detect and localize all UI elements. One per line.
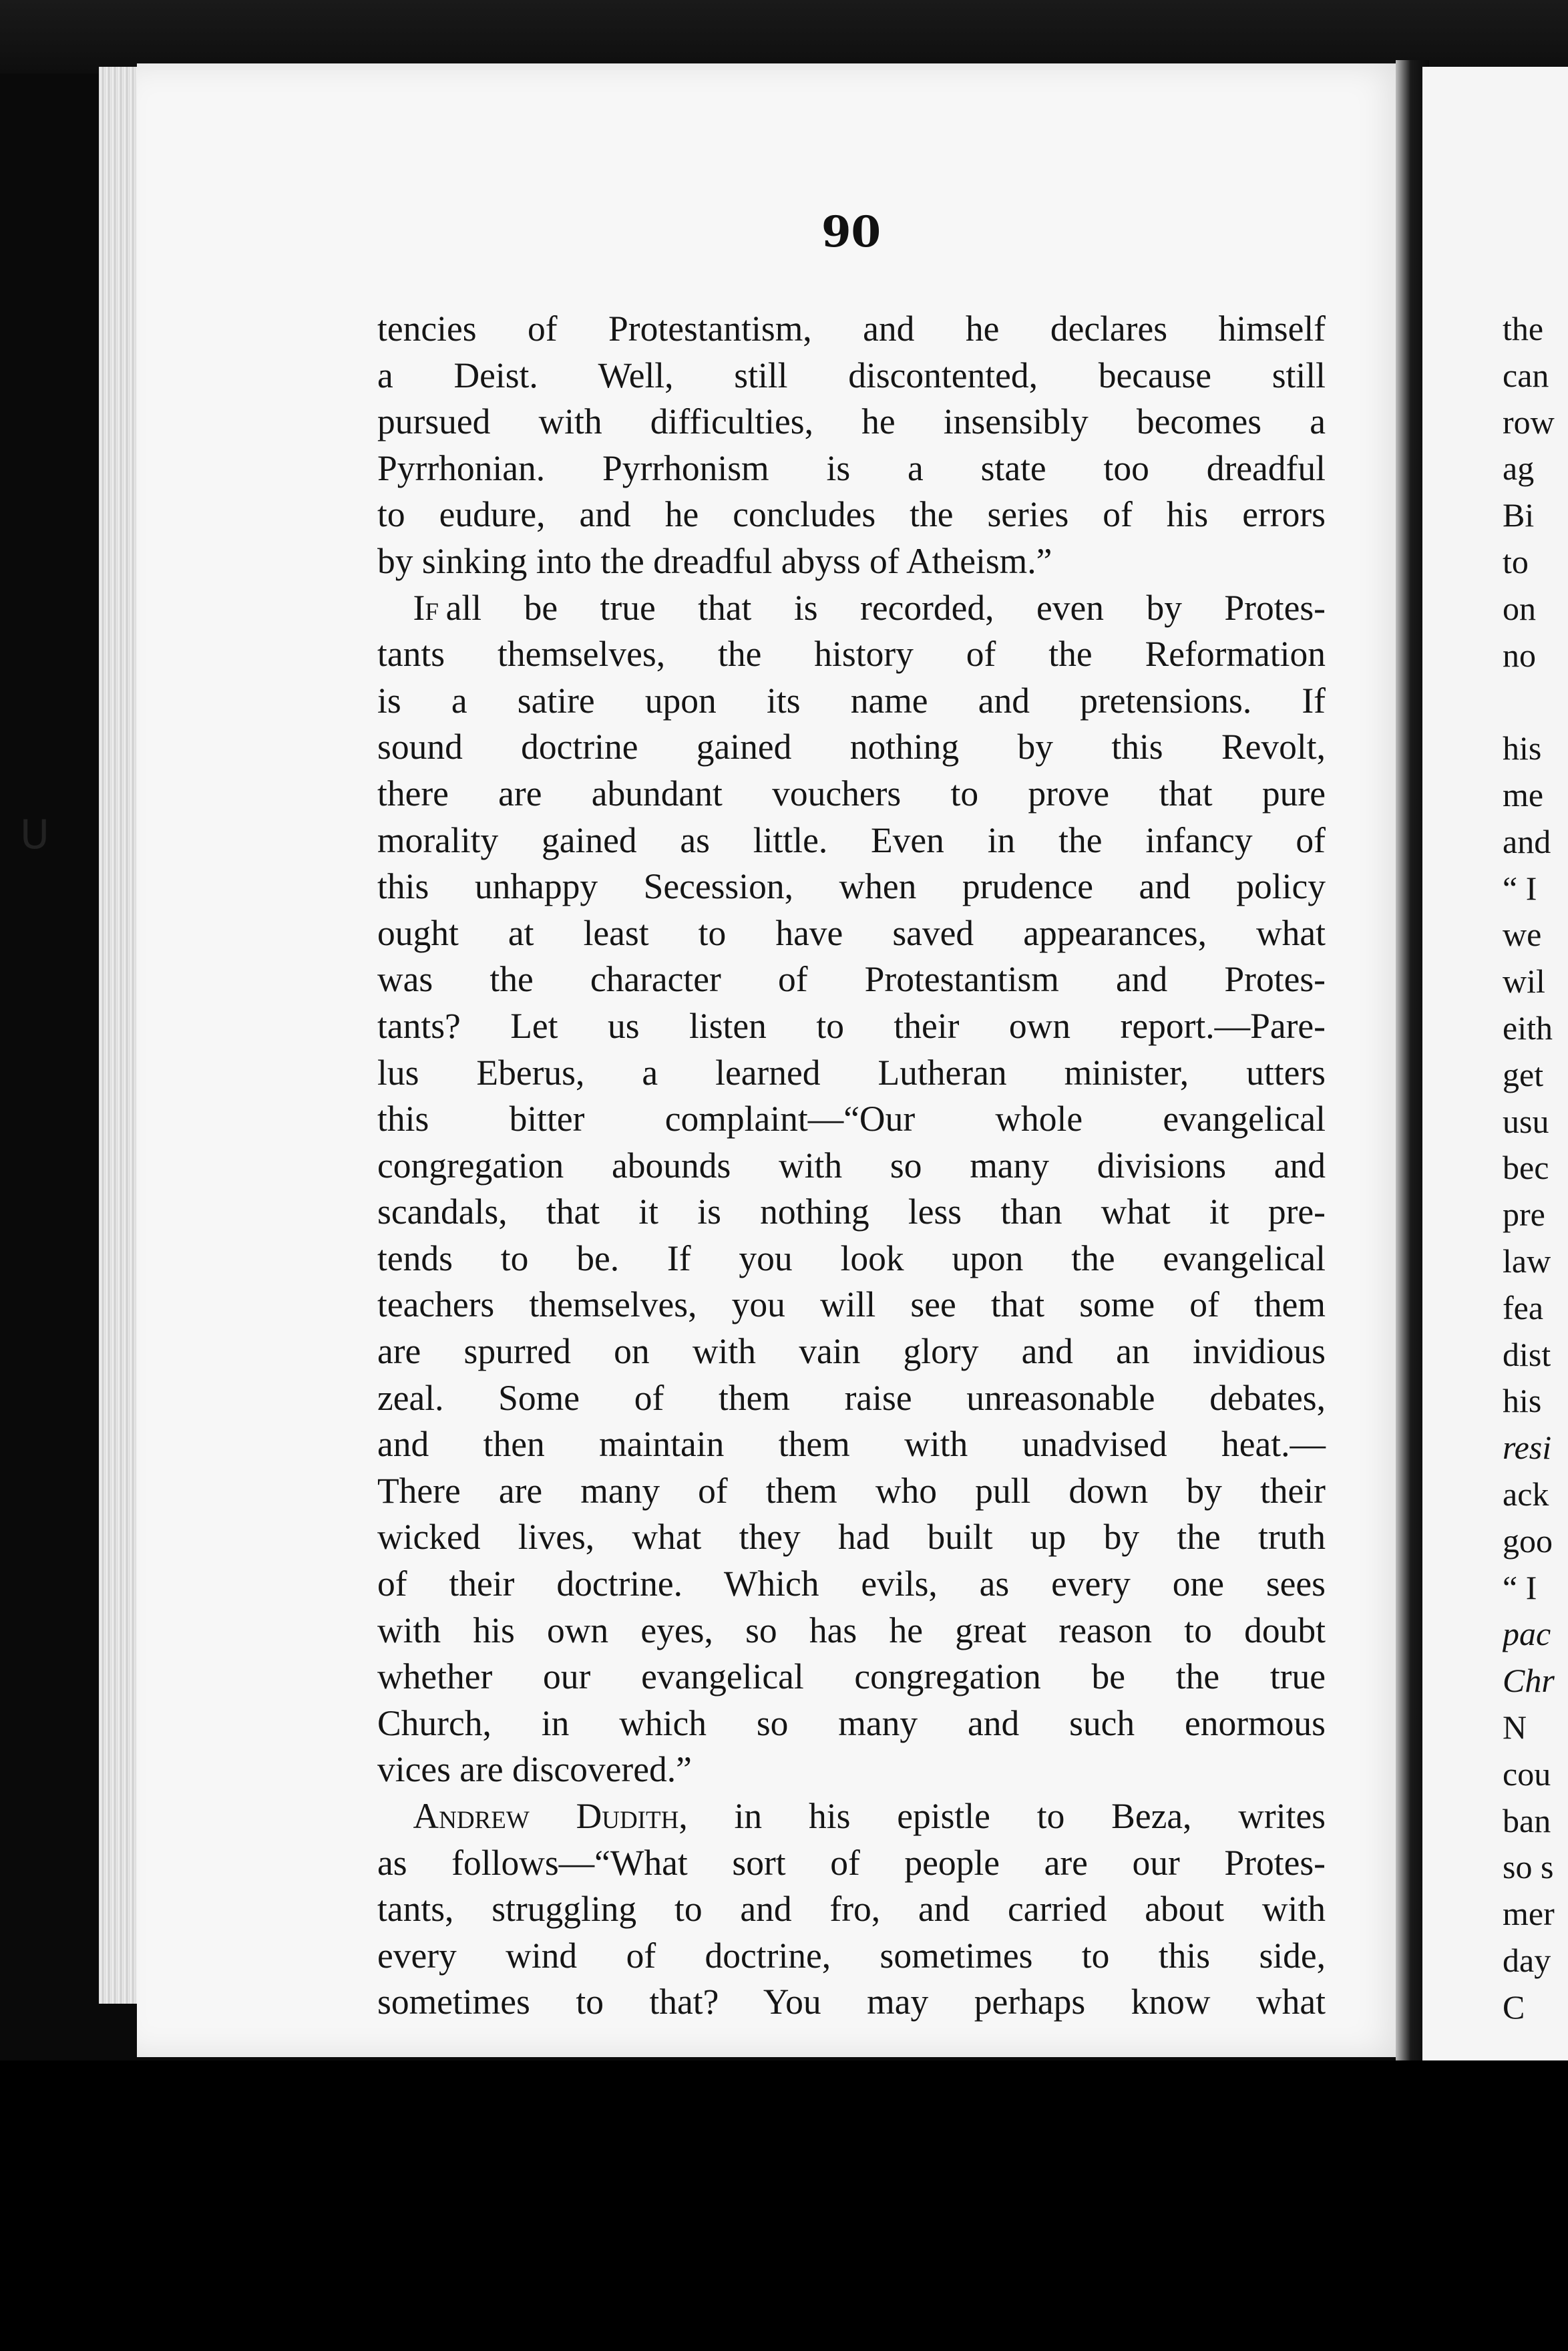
- fragment-line: pac: [1503, 1615, 1551, 1653]
- text-line: of their doctrine. Which evils, as every one sees: [377, 1564, 1326, 1604]
- fragment-line: me: [1503, 775, 1544, 813]
- text-line: Pyrrhonian. Pyrrhonism is a state too dreadful: [377, 447, 1326, 488]
- fragment-line: get: [1503, 1055, 1544, 1093]
- text-line: as follows—“What sort of people are our Protes-: [377, 1842, 1326, 1883]
- right-page-text-fragments: [1503, 306, 1568, 2030]
- text-line: by sinking into the dreadful abyss of Atheism.”: [377, 540, 1052, 581]
- fragment-line: “ I: [1503, 1568, 1537, 1606]
- fragment-line: cou: [1503, 1755, 1551, 1793]
- fragment-line: N: [1503, 1708, 1527, 1746]
- text-line: a Deist. Well, still discontented, because still: [377, 355, 1326, 395]
- fragment-line: pre: [1503, 1196, 1545, 1234]
- text-line: pursued with difficulties, he insensibly becomes a: [377, 401, 1326, 442]
- text-line: to eudure, and he concludes the series of his errors: [377, 494, 1326, 535]
- scan-bottom-border: [0, 2060, 1568, 2351]
- fragment-line: his: [1503, 729, 1542, 767]
- fragment-line: no: [1503, 636, 1536, 674]
- text-line: wicked lives, what they had built up by the truth: [377, 1517, 1326, 1558]
- fragment-line: wil: [1503, 962, 1545, 1001]
- paragraph-start-line: [377, 585, 1326, 632]
- text-line: and then maintain them with unadvised heat.—: [377, 1424, 1326, 1465]
- fragment-line: and: [1503, 822, 1551, 860]
- text-line: all be true that is recorded, even by Protes-: [445, 587, 1326, 628]
- text-line: teachers themselves, you will see that some of them: [377, 1284, 1326, 1325]
- fragment-line: C: [1503, 1988, 1525, 2026]
- fragment-line: “ I: [1503, 869, 1537, 907]
- text-line: tants? Let us listen to their own report.—Pare-: [377, 1005, 1326, 1046]
- text-line: scandals, that it is nothing less than what it pre-: [377, 1192, 1326, 1232]
- fragment-line: to: [1503, 542, 1529, 580]
- fragment-line: goo: [1503, 1521, 1553, 1560]
- fragment-line: usu: [1503, 1102, 1549, 1140]
- text-line: sound doctrine gained nothing by this Revolt,: [377, 727, 1326, 767]
- fragment-line: mer: [1503, 1895, 1555, 1933]
- paragraph-initial: If: [413, 587, 439, 628]
- text-line: morality gained as little. Even in the infancy of: [377, 820, 1326, 860]
- text-line: tencies of Protestantism, and he declares himself: [377, 309, 1326, 349]
- text-line: Church, in which so many and such enormous: [377, 1702, 1326, 1743]
- text-line: was the character of Protestantism and Protes-: [377, 959, 1326, 1000]
- text-line: whether our evangelical congregation be the true: [377, 1656, 1326, 1697]
- text-line: , in his epistle to Beza, writes: [678, 1796, 1326, 1836]
- text-line: tants, struggling to and fro, and carried about with: [377, 1889, 1326, 1930]
- fragment-line: day: [1503, 1941, 1551, 1979]
- fragment-line: [1503, 679, 1568, 725]
- fragment-line: Chr: [1503, 1662, 1555, 1700]
- fragment-line: bec: [1503, 1149, 1549, 1187]
- text-line: this unhappy Secession, when prudence and policy: [377, 866, 1326, 907]
- fragment-line: so s: [1503, 1848, 1554, 1886]
- text-line: with his own eyes, so has he great reason to doubt: [377, 1610, 1326, 1650]
- fragment-line: can: [1503, 356, 1549, 394]
- text-line: congregation abounds with so many divisions and: [377, 1145, 1326, 1186]
- text-line: zeal. Some of them raise unreasonable debates,: [377, 1377, 1326, 1418]
- text-line: vices are discovered.”: [377, 1749, 692, 1790]
- text-line: ought at least to have saved appearances, what: [377, 912, 1326, 953]
- fragment-line: his: [1503, 1382, 1542, 1420]
- text-line: sometimes to that? You may perhaps know what: [377, 1982, 1326, 2022]
- text-line: there are abundant vouchers to prove that pure: [377, 773, 1326, 813]
- text-line: lus Eberus, a learned Lutheran minister, utters: [377, 1052, 1326, 1093]
- fragment-line: dist: [1503, 1335, 1551, 1373]
- text-line: There are many of them who pull down by their: [377, 1470, 1326, 1511]
- text-line: every wind of doctrine, sometimes to this side,: [377, 1935, 1326, 1976]
- fragment-line: eith: [1503, 1009, 1553, 1047]
- page-number: 90: [821, 207, 881, 257]
- fragment-line: we: [1503, 916, 1542, 954]
- fragment-line: fea: [1503, 1288, 1544, 1326]
- fragment-line: the: [1503, 310, 1544, 347]
- margin-bracket-mark: ᑌ: [20, 811, 49, 858]
- fragment-line: row: [1503, 403, 1555, 441]
- main-text-block: [377, 306, 1326, 2026]
- scan-top-border: [0, 0, 1568, 73]
- text-line: tants themselves, the history of the Reformation: [377, 634, 1326, 675]
- paragraph-author-name: Andrew Dudith: [413, 1796, 679, 1836]
- fragment-line: resi: [1503, 1429, 1552, 1467]
- fragment-line: ag: [1503, 449, 1535, 488]
- text-line: is a satire upon its name and pretensions. If: [377, 680, 1326, 721]
- text-line: this bitter complaint—“Our whole evangelical: [377, 1099, 1326, 1139]
- text-line: are spurred on with vain glory and an invidious: [377, 1331, 1326, 1372]
- fragment-line: Bi: [1503, 496, 1535, 534]
- fragment-line: ack: [1503, 1475, 1549, 1513]
- fragment-line: on: [1503, 589, 1536, 627]
- fragment-line: law: [1503, 1242, 1551, 1280]
- text-line: tends to be. If you look upon the evangelical: [377, 1238, 1326, 1278]
- paragraph-start-line: [377, 1793, 1326, 1840]
- fragment-line: ban: [1503, 1801, 1551, 1839]
